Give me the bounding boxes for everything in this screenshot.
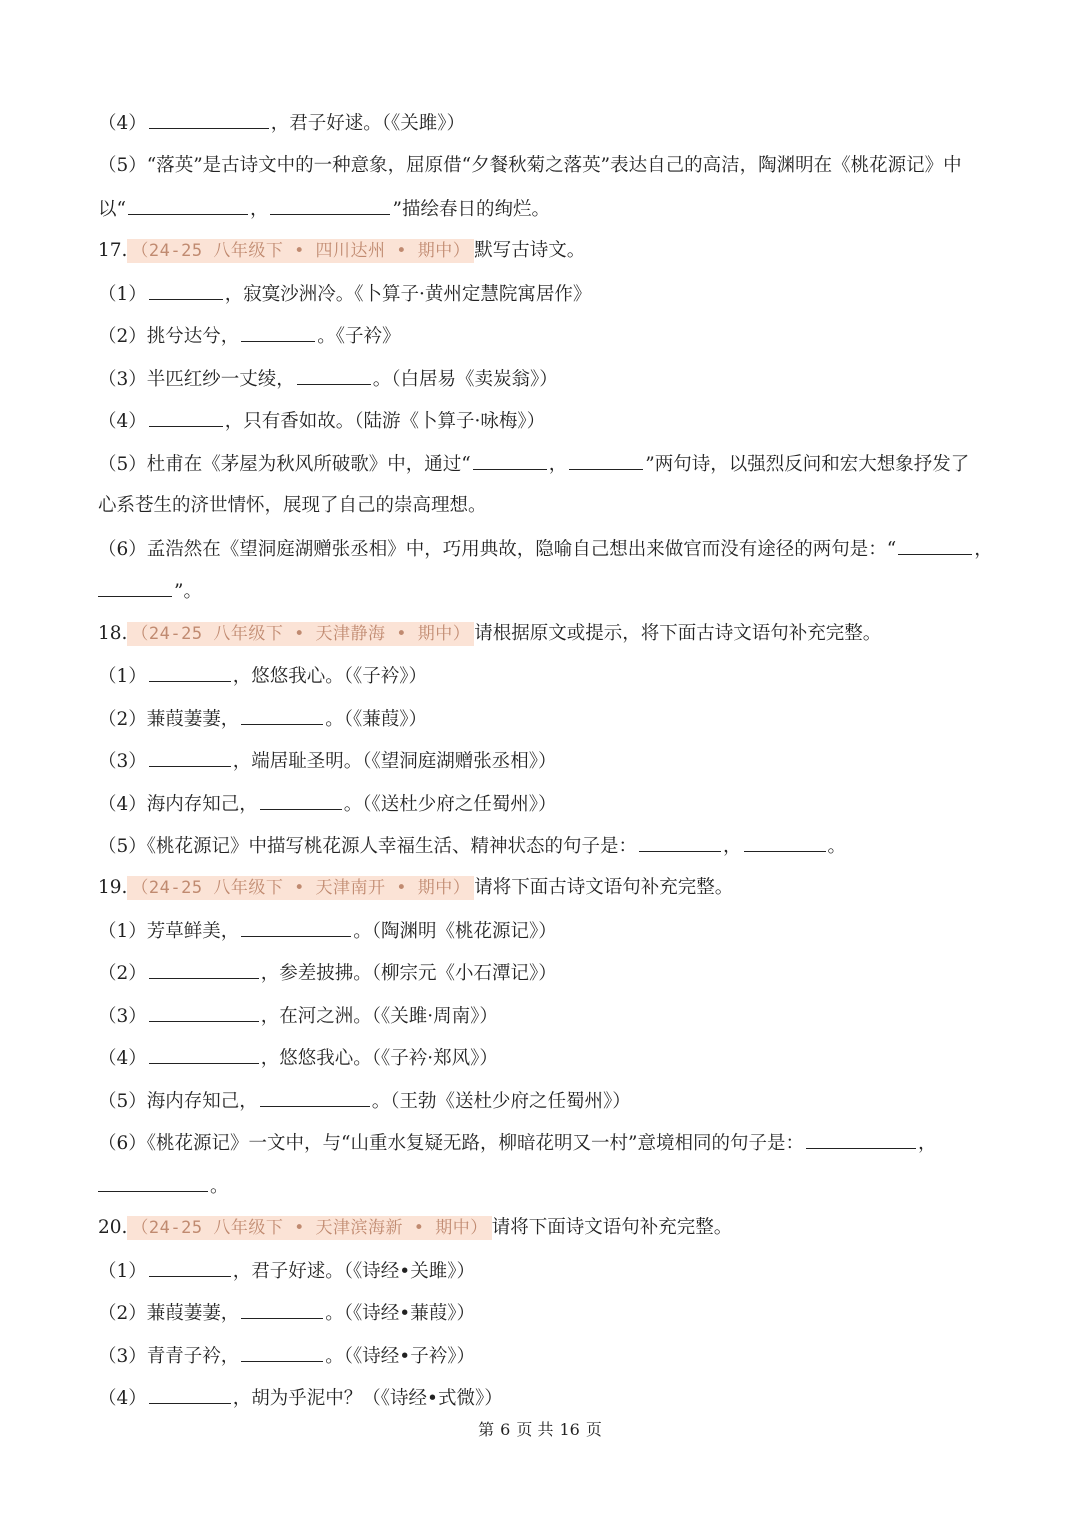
answer-blank[interactable] [241,916,351,937]
answer-blank[interactable] [898,534,972,555]
item-text: ，寂寞沙洲冷。《卜算子·黄州定慧院寓居作》 [224,284,592,305]
item-text: （6）《桃花源记》一文中，与“山重水复疑无路，柳暗花明又一村”意境相同的句子是： [98,1133,804,1154]
answer-blank[interactable] [149,1256,231,1277]
answer-blank[interactable] [149,108,269,129]
question-prompt: 默写古诗文。 [474,240,586,261]
item-text: ，参差披拂。（柳宗元《小石潭记》） [260,963,557,984]
item-text: ，只有香如故。（陆游《卜算子·咏梅》） [224,411,546,432]
item-text: （5）“落英”是古诗文中的一种意象，屈原借“夕餐秋菊之落英”表达自己的高洁，陶渊明在《桃花源记》中 [98,155,962,176]
question-number: 19. [98,877,128,898]
item-text: ，悠悠我心。（《子衿》） [232,666,428,687]
answer-blank[interactable] [744,831,826,852]
item-text: （3）青青子衿， [98,1346,240,1367]
q19-item-6-line1 [98,1128,988,1158]
question-prompt: 请将下面古诗文语句补充完整。 [474,877,734,898]
answer-blank[interactable] [241,704,323,725]
q19-item-3 [98,1001,988,1031]
question-19-header [98,873,988,903]
item-text: （1）芳草鲜美， [98,921,240,942]
q17-item-6-line1 [98,534,993,564]
item-text: （4）海内存知己， [98,794,258,815]
item-text: （1） [98,1261,147,1282]
item-text: （2）蒹葭萋萋， [98,1303,240,1324]
q18-item-3 [98,746,988,776]
q19-item-1 [98,916,988,946]
q19-item-2 [98,958,988,988]
item-text: ， [917,1133,937,1154]
item-text: （4） [98,1048,147,1069]
q20-item-3 [98,1341,988,1371]
answer-blank[interactable] [149,661,231,682]
answer-blank[interactable] [149,958,259,979]
q17-item-1 [98,279,988,309]
q17-item-2 [98,321,988,351]
item-text: （5）杜甫在《茅屋为秋风所破歌》中，通过“ [98,454,471,475]
answer-blank[interactable] [149,1043,259,1064]
q17-item-4 [98,406,988,436]
source-tag: （24-25 八年级下 • 天津南开 • 期中） [127,876,474,900]
answer-blank[interactable] [149,279,223,300]
item-text: ， [723,836,742,857]
answer-blank[interactable] [569,449,643,470]
item-text: （3）半匹红纱一丈绫， [98,369,295,390]
question-17-header [98,236,988,266]
q16-item-5-line1 [98,151,988,181]
answer-blank[interactable] [128,194,248,215]
item-text: （2）挑兮达兮， [98,326,240,347]
answer-blank[interactable] [297,364,371,385]
source-tag: （24-25 八年级下 • 四川达州 • 期中） [127,239,474,263]
q19-item-5 [98,1086,988,1116]
item-text: ， [548,454,568,475]
q18-item-2 [98,704,988,734]
question-20-header [98,1213,988,1243]
item-text: （1） [98,666,147,687]
item-text: （1） [98,284,147,305]
item-text: ，君子好逑。（《诗经•关雎》） [232,1261,475,1282]
item-text: ，君子好逑。（《关雎》） [270,113,466,134]
answer-blank[interactable] [806,1128,916,1149]
q17-item-5-line1 [98,449,988,479]
q17-item-6-line2 [98,576,988,606]
q19-item-4 [98,1043,988,1073]
q18-item-1 [98,661,988,691]
answer-blank[interactable] [241,1341,323,1362]
item-text: ”两句诗，以强烈反问和宏大想象抒发了 [645,454,970,475]
q20-item-2 [98,1298,988,1328]
item-text: ， [249,199,269,220]
question-prompt: 请根据原文或提示，将下面古诗文语句补充完整。 [474,623,882,644]
answer-blank[interactable] [149,406,223,427]
item-text: 心系苍生的济世情怀，展现了自己的崇高理想。 [98,495,487,516]
item-text: ”。 [174,581,202,602]
question-18-header [98,619,988,649]
item-text: 。 [210,1176,229,1197]
answer-blank[interactable] [98,576,172,597]
q20-item-1 [98,1256,988,1286]
item-text: （5）《桃花源记》中描写桃花源人幸福生活、精神状态的句子是： [98,836,638,857]
item-text: （4） [98,1388,147,1409]
item-text: ， [974,539,993,560]
q17-item-3 [98,364,988,394]
item-text: 。（《蒹葭》） [325,709,428,730]
item-text: 。（白居易《卖炭翁》） [372,369,558,390]
item-text: ，在河之洲。（《关雎·周南》） [260,1006,498,1027]
item-text: ，胡为乎泥中？（《诗经•式微》） [232,1388,503,1409]
footer-text: 第 [478,1420,495,1439]
question-number: 20. [98,1217,128,1238]
q18-item-4 [98,789,988,819]
item-text: 。《子衿》 [317,326,401,347]
answer-blank[interactable] [639,831,721,852]
item-text: 。（《诗经•子衿》） [325,1346,475,1367]
item-text: （6）孟浩然在《望洞庭湖赠张丞相》中，巧用典故，隐喻自己想出来做官而没有途径的两句是：“ [98,539,897,560]
item-text: 。（《诗经•蒹葭》） [325,1303,475,1324]
q17-item-5-line2 [98,491,988,521]
answer-blank[interactable] [149,1383,231,1404]
item-text: 以“ [98,199,126,220]
q20-item-4 [98,1383,988,1413]
item-text: 。（王勃《送杜少府之任蜀州》） [371,1091,631,1112]
item-text: （2）蒹葭萋萋， [98,709,240,730]
answer-blank[interactable] [241,1298,323,1319]
source-tag: （24-25 八年级下 • 天津静海 • 期中） [127,622,474,646]
answer-blank[interactable] [241,321,315,342]
item-text: （3） [98,751,147,772]
answer-blank[interactable] [149,1001,259,1022]
answer-blank[interactable] [260,789,342,810]
q16-item-4 [98,108,988,138]
item-text: 。（《送杜少府之任蜀州》） [343,794,557,815]
item-text: 。（陶渊明《桃花源记》） [353,921,557,942]
page-footer [0,1416,1080,1444]
item-text: （4） [98,411,147,432]
item-text: ，悠悠我心。（《子衿·郑风》） [260,1048,498,1069]
page-number: 6 [500,1420,511,1439]
total-pages: 16 [559,1420,580,1439]
q19-item-6-line2 [98,1171,988,1201]
answer-blank[interactable] [270,194,390,215]
footer-text: 页 [585,1420,602,1439]
question-number: 17. [98,240,128,261]
item-text: ，端居耻圣明。（《望洞庭湖赠张丞相》） [232,751,557,772]
item-text: （4） [98,113,147,134]
question-prompt: 请将下面诗文语句补充完整。 [491,1217,733,1238]
footer-text: 页 共 [516,1420,554,1439]
item-text: 。 [827,836,847,857]
question-number: 18. [98,623,128,644]
answer-blank[interactable] [473,449,547,470]
answer-blank[interactable] [98,1171,208,1192]
answer-blank[interactable] [260,1086,370,1107]
item-text: （5）海内存知己， [98,1091,258,1112]
q16-item-5-line2 [98,194,988,224]
item-text: （2） [98,963,147,984]
answer-blank[interactable] [149,746,231,767]
q18-item-5 [98,831,988,861]
source-tag: （24-25 八年级下 • 天津滨海新 • 期中） [127,1216,491,1240]
item-text: （3） [98,1006,147,1027]
item-text: ”描绘春日的绚烂。 [392,199,550,220]
